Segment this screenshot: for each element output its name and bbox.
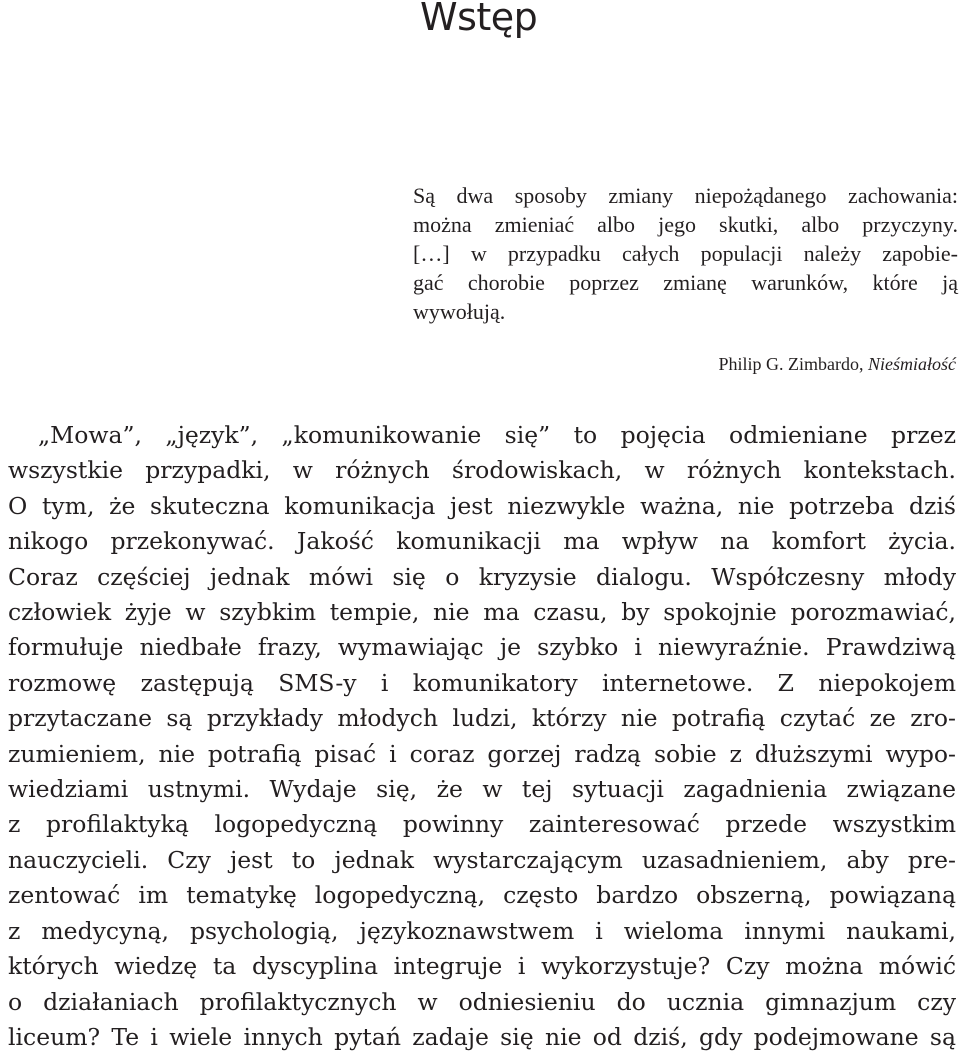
epigraph-quote (413, 181, 958, 326)
body-line: liceum? Te i wiele innych pytań zadaje się nie od dziś, gdy podejmowane są (8, 1022, 956, 1051)
attribution-source-title: Nieśmiałość (868, 354, 956, 374)
body-line: „Mowa”, „język”, „komunikowanie się” to pojęcia odmieniane przez (38, 421, 956, 449)
chapter-heading: Wstęp (420, 0, 538, 39)
body-line: wiedziami ustnymi. Wydaje się, że w tej sytuacji zagadnienia związane (8, 775, 956, 804)
body-line: nikogo przekonywać. Jakość komunikacji ma wpływ na komfort życia. (8, 527, 956, 556)
epigraph-attribution (600, 352, 956, 376)
body-line: rozmowę zastępują SMS-y i komunikatory internetowe. Z niepokojem (8, 668, 956, 697)
body-line: nauczycieli. Czy jest to jednak wystarczającym uzasadnieniem, aby pre- (8, 845, 956, 874)
body-line: o działaniach profilaktycznych w odniesieniu do ucznia gimnazjum czy (8, 987, 956, 1016)
epigraph-line: można zmieniać albo jego skutki, albo przyczyny. (413, 212, 958, 237)
body-line: wszystkie przypadki, w różnych środowiskach, w różnych kontekstach. (8, 456, 956, 485)
epigraph-line: […] w przypadku całych populacji należy zapobie- (413, 241, 958, 266)
body-line: z profilaktyką logopedyczną powinny zainteresować przede wszystkim (8, 810, 956, 839)
body-line: O tym, że skuteczna komunikacja jest niezwykle ważna, nie potrzeba dziś (8, 491, 956, 520)
body-paragraph (8, 418, 956, 1055)
body-line: przytaczane są przykłady młodych ludzi, którzy nie potrafią czytać ze zro- (8, 704, 956, 733)
body-line: formułuje niedbałe frazy, wymawiając je szybko i niewyraźnie. Prawdziwą (8, 633, 956, 662)
body-line: Coraz częściej jednak mówi się o kryzysie dialogu. Współczesny młody (8, 562, 956, 591)
body-line: zumieniem, nie potrafią pisać i coraz gorzej radzą sobie z dłuższymi wypo- (8, 739, 956, 768)
attribution-author: Philip G. Zimbardo, (718, 354, 864, 374)
epigraph-line: Są dwa sposoby zmiany niepożądanego zachowania: (413, 183, 958, 208)
body-line: z medycyną, psychologią, językoznawstwem i wieloma innymi naukami, (8, 916, 956, 945)
body-line: których wiedzę ta dyscyplina integruje i wykorzystuje? Czy można mówić (8, 952, 956, 981)
epigraph-line: wywołują. (413, 299, 506, 324)
body-line: zentować im tematykę logopedyczną, często bardzo obszerną, powiązaną (8, 881, 956, 910)
epigraph-line: gać chorobie poprzez zmianę warunków, które ją (413, 270, 958, 295)
body-line: człowiek żyje w szybkim tempie, nie ma czasu, by spokojnie porozmawiać, (8, 598, 956, 627)
